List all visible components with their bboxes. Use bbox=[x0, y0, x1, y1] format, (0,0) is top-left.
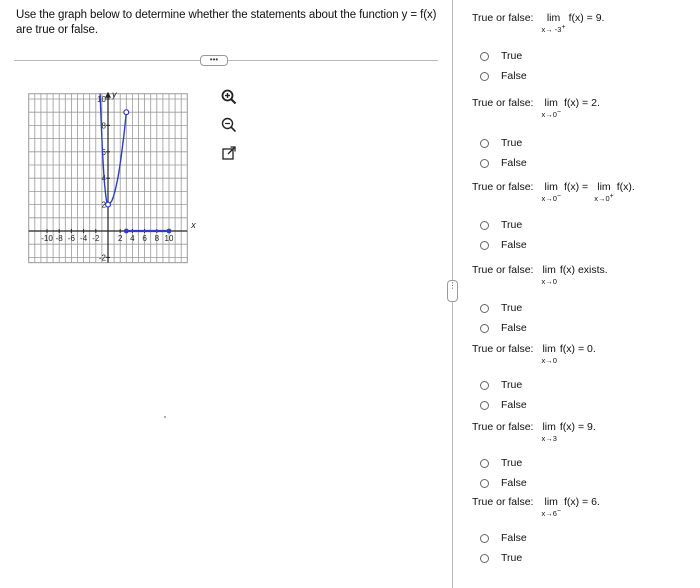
question-expression: f(x) = bbox=[563, 181, 589, 193]
option-true[interactable] bbox=[480, 298, 692, 318]
option-label: False bbox=[501, 399, 527, 411]
question-4 bbox=[472, 264, 692, 338]
radio-button[interactable] bbox=[480, 304, 489, 313]
x-tick-label: 2 bbox=[117, 234, 123, 243]
option-false[interactable] bbox=[480, 318, 692, 338]
zoom-in-button[interactable] bbox=[220, 88, 238, 111]
limit-notation bbox=[541, 264, 556, 286]
lim-direction: + bbox=[561, 24, 566, 31]
x-tick-label: 8 bbox=[154, 234, 160, 243]
option-false[interactable] bbox=[480, 235, 692, 255]
lim-subscript-text: x→ -3 bbox=[541, 25, 562, 34]
option-label: False bbox=[501, 239, 527, 251]
radio-button[interactable] bbox=[480, 52, 489, 61]
option-label: True bbox=[501, 379, 523, 391]
panel-resize-handle[interactable]: ⋮ bbox=[447, 280, 458, 302]
question-statement bbox=[472, 496, 692, 520]
lim-word: lim bbox=[542, 264, 556, 276]
lim-direction: − bbox=[556, 508, 561, 515]
y-tick-label: 10 bbox=[97, 95, 106, 104]
question-5 bbox=[472, 343, 692, 415]
lim-word: lim bbox=[544, 97, 558, 109]
question-prefix: True or false: bbox=[472, 264, 534, 276]
open-graph-button[interactable] bbox=[220, 144, 238, 167]
limit-notation bbox=[541, 12, 565, 34]
question-6 bbox=[472, 421, 692, 493]
option-label: True bbox=[501, 219, 523, 231]
option-label: True bbox=[501, 302, 523, 314]
option-false[interactable] bbox=[480, 153, 692, 173]
question-statement bbox=[472, 12, 692, 36]
lim-direction: + bbox=[609, 193, 614, 200]
limit-notation bbox=[541, 181, 561, 203]
lim-direction: − bbox=[556, 193, 561, 200]
radio-button[interactable] bbox=[480, 401, 489, 410]
zoom-out-button[interactable] bbox=[220, 116, 238, 139]
radio-button[interactable] bbox=[480, 221, 489, 230]
question-expression: f(x) = 2. bbox=[563, 97, 600, 109]
radio-button[interactable] bbox=[480, 459, 489, 468]
radio-button[interactable] bbox=[480, 534, 489, 543]
lim-subscript bbox=[541, 356, 556, 365]
y-tick-label: -2 bbox=[98, 253, 106, 263]
question-prefix: True or false: bbox=[472, 421, 534, 433]
option-label: True bbox=[501, 50, 523, 62]
question-prefix: True or false: bbox=[472, 181, 534, 193]
y-tick-label: 2 bbox=[101, 200, 106, 210]
option-true[interactable] bbox=[480, 375, 692, 395]
option-true[interactable] bbox=[480, 133, 692, 153]
x-tick-label: 10 bbox=[164, 234, 174, 243]
option-true[interactable] bbox=[480, 453, 692, 473]
limit-notation bbox=[541, 97, 561, 119]
lim-word: lim bbox=[546, 12, 561, 24]
option-label: True bbox=[501, 552, 523, 564]
question-7 bbox=[472, 496, 692, 568]
radio-button[interactable] bbox=[480, 381, 489, 390]
zoom-in-icon bbox=[220, 88, 238, 106]
option-label: False bbox=[501, 477, 527, 489]
lim-word: lim bbox=[542, 343, 556, 355]
radio-button[interactable] bbox=[480, 139, 489, 148]
option-label: False bbox=[501, 532, 527, 544]
option-false[interactable] bbox=[480, 473, 692, 493]
open-point bbox=[106, 202, 111, 207]
lim-subscript bbox=[541, 110, 561, 119]
lim-word: lim bbox=[544, 181, 558, 193]
question-expression: f(x) = 0. bbox=[559, 343, 596, 355]
question-prefix: True or false: bbox=[472, 343, 534, 355]
option-true[interactable] bbox=[480, 46, 692, 66]
lim-subscript-text: x→0 bbox=[594, 194, 610, 203]
radio-button[interactable] bbox=[480, 324, 489, 333]
x-axis-label: x bbox=[191, 220, 196, 230]
question-expression: f(x) = 9. bbox=[568, 12, 605, 24]
radio-button[interactable] bbox=[480, 159, 489, 168]
lim-subscript-text: x→0 bbox=[541, 194, 557, 203]
x-tick-label: -8 bbox=[55, 234, 63, 243]
question-expression-2: f(x). bbox=[616, 181, 635, 193]
limit-notation bbox=[541, 343, 556, 365]
lim-subscript bbox=[541, 25, 565, 34]
lim-subscript bbox=[594, 194, 614, 203]
limit-notation bbox=[541, 496, 561, 518]
limit-notation-2 bbox=[594, 181, 614, 203]
lim-subscript-text: x→6 bbox=[541, 509, 557, 518]
y-axis-label: y bbox=[112, 89, 117, 100]
option-label: False bbox=[501, 322, 527, 334]
question-prefix: True or false: bbox=[472, 12, 534, 24]
lim-word: lim bbox=[597, 181, 611, 193]
question-statement bbox=[472, 181, 692, 205]
radio-button[interactable] bbox=[480, 72, 489, 81]
closed-point bbox=[167, 229, 172, 234]
lim-subscript-text: x→3 bbox=[541, 434, 557, 443]
y-tick-label: 8 bbox=[101, 121, 106, 131]
x-tick-label: -4 bbox=[80, 234, 88, 243]
instructions-line-1: Use the graph below to determine whether the statements about the function y = f(x) bbox=[16, 9, 437, 21]
lim-subscript bbox=[541, 194, 561, 203]
zoom-out-icon bbox=[220, 116, 238, 134]
option-false[interactable] bbox=[480, 395, 692, 415]
radio-button[interactable] bbox=[480, 479, 489, 488]
radio-button[interactable] bbox=[480, 554, 489, 563]
x-tick-label: -6 bbox=[67, 234, 75, 243]
question-expression: f(x) = 6. bbox=[563, 496, 600, 508]
question-statement bbox=[472, 264, 692, 288]
instructions-line-2: are true or false. bbox=[16, 24, 98, 36]
x-tick-label: 6 bbox=[142, 234, 147, 243]
x-tick-label: -2 bbox=[92, 234, 100, 243]
lim-word: lim bbox=[544, 496, 558, 508]
open-point bbox=[124, 110, 129, 115]
question-prefix: True or false: bbox=[472, 496, 534, 508]
lim-subscript bbox=[541, 509, 561, 518]
x-tick-label: -10 bbox=[41, 234, 53, 243]
lim-word: lim bbox=[542, 421, 556, 433]
question-statement bbox=[472, 421, 692, 445]
lim-direction: − bbox=[556, 109, 561, 116]
limit-notation bbox=[541, 421, 556, 443]
question-1 bbox=[472, 12, 692, 86]
option-true[interactable] bbox=[480, 548, 692, 568]
lim-subscript-text: x→0 bbox=[541, 277, 557, 286]
option-label: False bbox=[501, 70, 527, 82]
question-statement bbox=[472, 97, 692, 121]
more-options-button[interactable]: ••• bbox=[200, 55, 228, 66]
question-2 bbox=[472, 97, 692, 173]
radio-button[interactable] bbox=[480, 241, 489, 250]
x-tick-label: 4 bbox=[130, 234, 135, 243]
option-label: False bbox=[501, 157, 527, 169]
question-expression: f(x) exists. bbox=[559, 264, 608, 276]
question-3 bbox=[472, 181, 692, 255]
y-tick-label: 6 bbox=[101, 147, 106, 157]
question-expression: f(x) = 9. bbox=[559, 421, 596, 433]
option-false[interactable] bbox=[480, 528, 692, 548]
lim-subscript-text: x→0 bbox=[541, 110, 557, 119]
lim-subscript bbox=[541, 277, 556, 286]
closed-point bbox=[124, 229, 129, 234]
external-link-icon bbox=[220, 144, 238, 162]
question-prefix: True or false: bbox=[472, 97, 534, 109]
stray-dot bbox=[164, 416, 166, 418]
lim-subscript-text: x→0 bbox=[541, 356, 557, 365]
y-tick-label: 4 bbox=[101, 174, 106, 184]
option-true[interactable] bbox=[480, 215, 692, 235]
option-label: True bbox=[501, 457, 523, 469]
option-false[interactable] bbox=[480, 66, 692, 86]
lim-subscript bbox=[541, 434, 556, 443]
option-label: True bbox=[501, 137, 523, 149]
question-statement bbox=[472, 343, 692, 367]
